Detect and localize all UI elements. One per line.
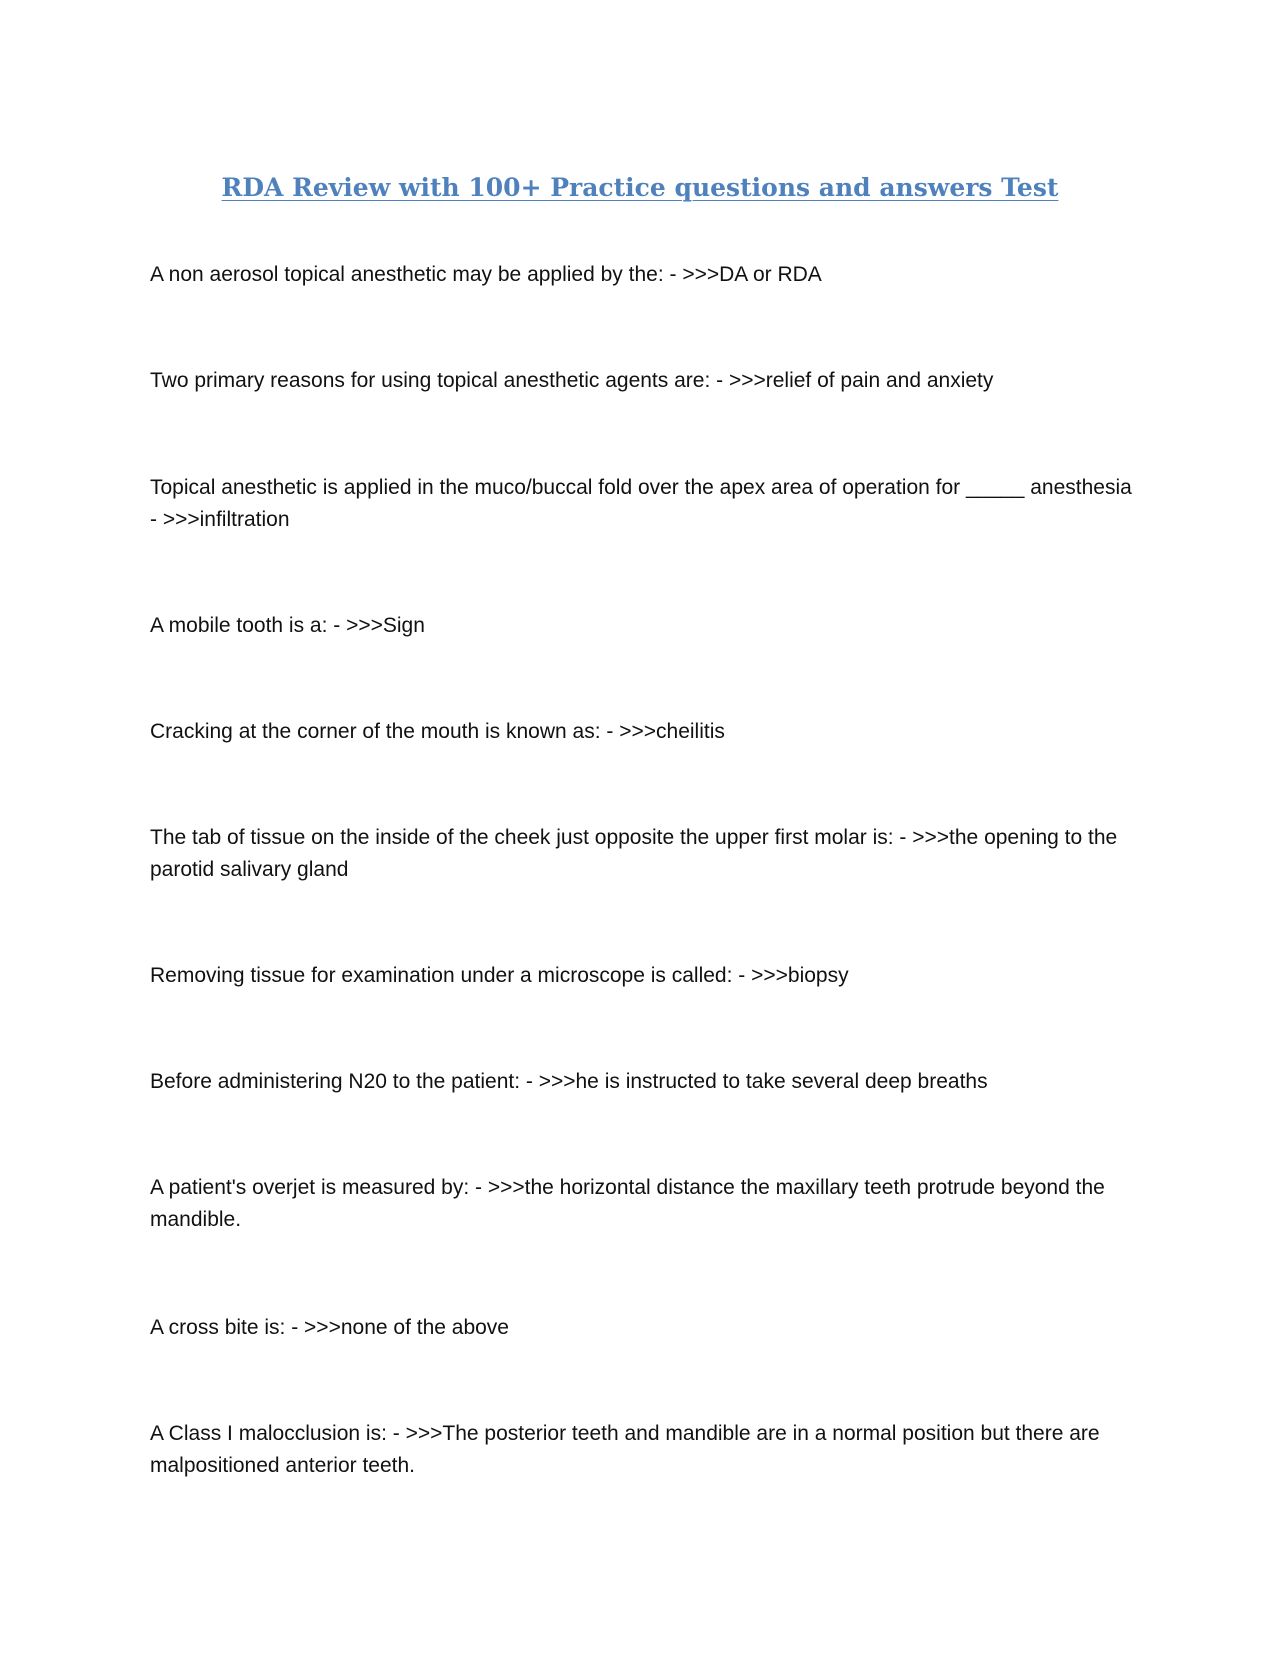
qa-item: A Class I malocclusion is: - >>>The posterior teeth and mandible are in a normal position but there are malpositioned anterior teeth. bbox=[150, 1422, 1100, 1477]
qa-item: Cracking at the corner of the mouth is known as: - >>>cheilitis bbox=[150, 720, 725, 743]
qa-item: A mobile tooth is a: - >>>Sign bbox=[150, 614, 425, 637]
qa-item: Before administering N20 to the patient: - >>>he is instructed to take several deep breaths bbox=[150, 1070, 988, 1093]
qa-item: A non aerosol topical anesthetic may be applied by the: - >>>DA or RDA bbox=[150, 263, 822, 286]
page-title: RDA Review with 100+ Practice questions and answers Test bbox=[221, 173, 1059, 202]
qa-item: Removing tissue for examination under a microscope is called: - >>>biopsy bbox=[150, 964, 849, 987]
qa-item: A patient's overjet is measured by: - >>>the horizontal distance the maxillary teeth protrude beyond the mandible. bbox=[150, 1176, 1105, 1231]
qa-item: Topical anesthetic is applied in the muco/buccal fold over the apex area of operation for _____ anesthesia - >>>infiltration bbox=[150, 476, 1132, 531]
qa-item: Two primary reasons for using topical anesthetic agents are: - >>>relief of pain and anxiety bbox=[150, 369, 994, 392]
qa-item: A cross bite is: - >>>none of the above bbox=[150, 1316, 509, 1339]
qa-item: The tab of tissue on the inside of the cheek just opposite the upper first molar is: - >>>the opening to the parotid salivary gland bbox=[150, 826, 1118, 881]
